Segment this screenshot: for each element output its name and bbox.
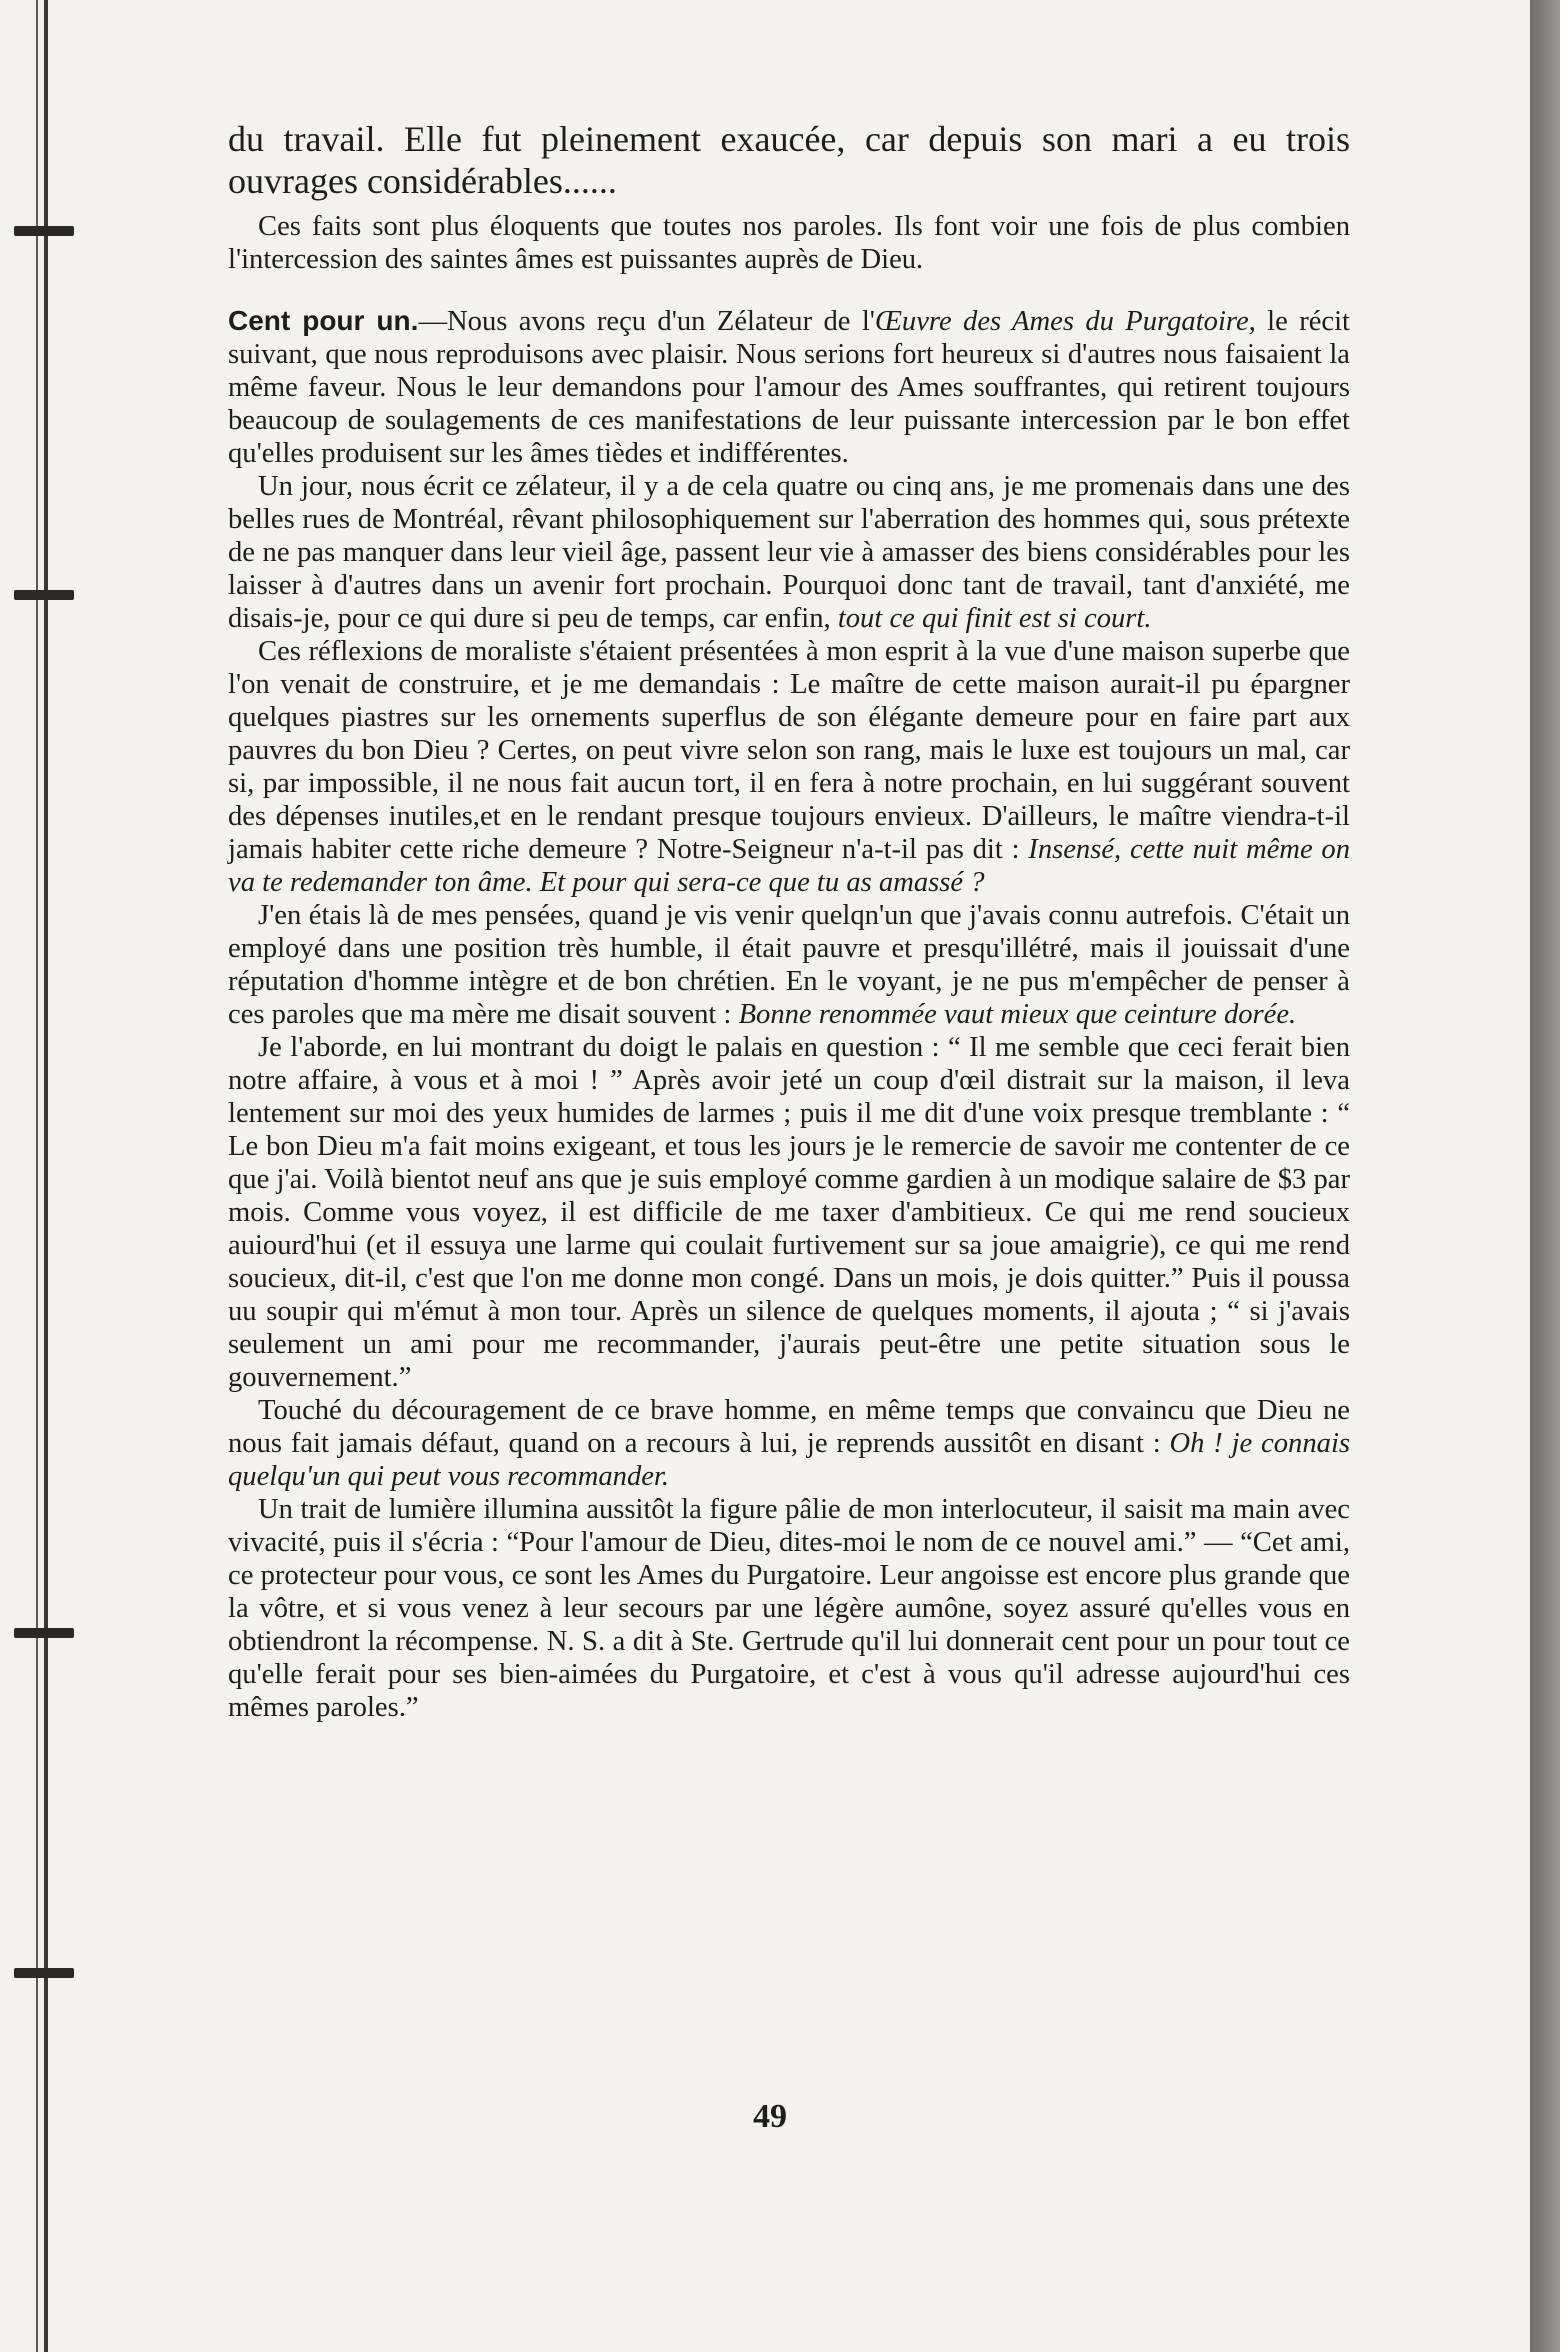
paragraph: Un jour, nous écrit ce zélateur, il y a de cela quatre ou cinq ans, je me promenais dans une des belles rues de Montréal, rêvant philosophiquement sur l'aberration des hommes qui, sous prétexte de ne pas manquer dans leur vieil âge, passent leur vie à amasser des biens considérables pour les laisser à d'autres dans un avenir fort prochain. Pourquoi donc tant de travail, tant d'anxiété, me disais-je, pour ce qui dure si peu de temps, car enfin, tout ce qui finit est si court. xyxy=(228,471,1350,634)
binding-stitch xyxy=(14,226,74,236)
binding-line xyxy=(44,0,48,2352)
paragraph: Ces faits sont plus éloquents que toutes nos paroles. Ils font voir une fois de plus combien l'intercession des saintes âmes est puissantes auprès de Dieu. xyxy=(228,211,1350,275)
section-paragraph: Cent pour un.—Nous avons reçu d'un Zélateur de l'Œuvre des Ames du Purgatoire, le récit suivant, que nous reproduisons avec plaisir. Nous serions fort heureux si d'autres nous faisaient la même faveur. Nous le leur demandons pour l'amour des Ames souffrantes, qui retirent toujours beaucoup de soulagements de ces manifestations de leur puissante intercession par le bon effet qu'elles produisent sur les âmes tièdes et indifférentes. xyxy=(228,305,1350,469)
binding-stitch xyxy=(14,1628,74,1638)
paragraph: du travail. Elle fut pleinement exaucée, car depuis son mari a eu trois ouvrages considérables...... xyxy=(228,119,1350,201)
page-number: 49 xyxy=(753,2098,787,2135)
section-heading: Cent pour un. xyxy=(228,305,419,336)
binding-stitch xyxy=(14,590,74,600)
binding-edge xyxy=(36,0,38,2352)
paragraph: Touché du découragement de ce brave homme, en même temps que convaincu que Dieu ne nous fait jamais défaut, quand on a recours à lui, je reprends aussitôt en disant : Oh ! je connais quelqu'un qui peut vous recommander. xyxy=(228,1395,1351,1492)
paragraph: Ces réflexions de moraliste s'étaient présentées à mon esprit à la vue d'une maison superbe que l'on venait de construire, et je me demandais : Le maître de cette maison aurait-il pu épargner quelques piastres sur les ornements superflus de son élégante demeure pour en faire part aux pauvres du bon Dieu ? Certes, on peut vivre selon son rang, mais le luxe est toujours un mal, car si, par impossible, il ne nous fait aucun tort, il en fera à notre prochain, en lui suggérant souvent des dépenses inutiles,et en le rendant presque toujours envieux. D'ailleurs, le maître viendra-t-il jamais habiter cette riche demeure ? Notre-Seigneur n'a-t-il pas dit : Insensé, cette nuit même on va te redemander ton âme. Et pour qui sera-ce que tu as amassé ? xyxy=(228,636,1351,898)
binding-stitch xyxy=(14,1968,74,1978)
paragraph: Je l'aborde, en lui montrant du doigt le palais en question : “ Il me semble que ceci ferait bien notre affaire, à vous et à moi ! ” Après avoir jeté un coup d'œil distrait sur la maison, il leva lentement sur moi des yeux humides de larmes ; puis il me dit d'une voix presque tremblante : “ Le bon Dieu m'a fait moins exigeant, et tous les jours je le remercie de savoir me contenter de ce que j'ai. Voilà bientot neuf ans que je suis employé comme gardien à un modique salaire de $3 par mois. Comme vous voyez, il est difficile de me taxer d'ambitieux. Ce qui me rend soucieux auiourd'hui (et il essuya une larme qui coulait furtivement sur sa joue amaigrie), ce qui me rend soucieux, dit-il, c'est que l'on me donne mon congé. Dans un mois, je dois quitter.” Puis il poussa uu soupir qui m'émut à mon tour. Après un silence de quelques moments, il ajouta ; “ si j'avais seulement un ami pour me recommander, j'aurais peut-être une petite situation sous le gouvernement.” xyxy=(228,1032,1350,1393)
paragraph: J'en étais là de mes pensées, quand je vis venir quelqn'un que j'avais connu autrefois. C'était un employé dans une position très humble, il était pauvre et presqu'illétré, mais il jouissait d'une réputation d'homme intègre et de bon chrétien. En le voyant, je ne pus m'empêcher de penser à ces paroles que ma mère me disait souvent : Bonne renommée vaut mieux que ceinture dorée. xyxy=(228,900,1350,1030)
page-body xyxy=(228,118,1350,1724)
page-edge xyxy=(1530,0,1560,2352)
paragraph: Un trait de lumière illumina aussitôt la figure pâlie de mon interlocuteur, il saisit ma main avec vivacité, puis il s'écria : “Pour l'amour de Dieu, dites-moi le nom de ce nouvel ami.” — “Cet ami, ce protecteur pour vous, ce sont les Ames du Purgatoire. Leur angoisse est encore plus grande que la vôtre, et si vous venez à leur secours par une légère aumône, soyez assuré qu'elles vous en obtiendront la récompense. N. S. a dit à Ste. Gertrude qu'il lui donnerait cent pour un pour tout ce qu'elle ferait pour ses bien-aimées du Purgatoire, et c'est à vous qu'il adresse aujourd'hui ces mêmes paroles.” xyxy=(228,1494,1350,1723)
